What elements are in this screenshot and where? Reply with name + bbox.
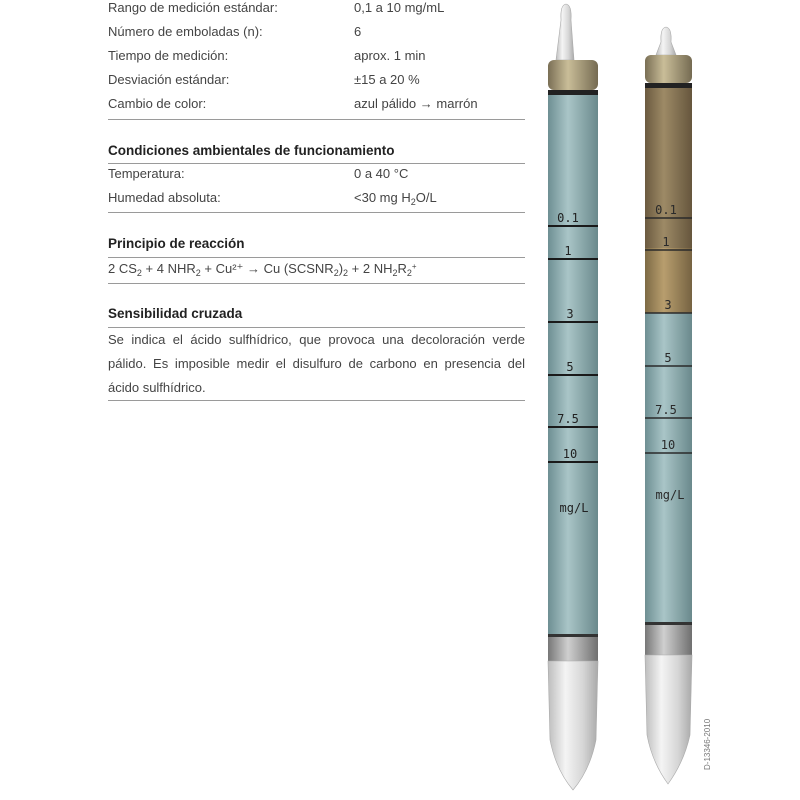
spec-value: ±15 a 20 % <box>354 72 420 87</box>
divider <box>108 212 525 213</box>
temperature-value: 0 a 40 °C <box>354 166 409 181</box>
spec-label: Desviación estándar: <box>108 72 230 87</box>
scale-label: 10 <box>660 438 676 452</box>
spec-value: azul pálido → marrón <box>354 96 478 111</box>
scale-label: 0.1 <box>655 203 677 217</box>
spec-row <box>108 0 525 18</box>
detector-tubes-photo <box>540 0 740 800</box>
fresh-tube <box>548 4 598 790</box>
spec-label: Cambio de color: <box>108 96 207 111</box>
spec-row <box>108 24 525 42</box>
spec-row <box>108 96 525 114</box>
scale-label: 1 <box>564 244 572 258</box>
humidity-label: Humedad absoluta: <box>108 190 221 205</box>
spec-label: Tiempo de medición: <box>108 48 229 63</box>
scale-label: 5 <box>664 351 672 365</box>
scale-label: 7.5 <box>655 403 677 417</box>
spec-value: aprox. 1 min <box>354 48 426 63</box>
scale-label: 0.1 <box>557 211 579 225</box>
scale-label: 3 <box>566 307 574 321</box>
spec-label: Número de emboladas (n): <box>108 24 263 39</box>
tube-end-plug <box>548 60 598 90</box>
cross-sensitivity-text: Se indica el ácido sulfhídrico, que provoca una decoloración verde pálido. Es imposible medir el disulfuro de carbono en presencia del ácido sulfhídrico. <box>108 332 525 395</box>
scale-label: 3 <box>664 298 672 312</box>
temperature-row <box>108 166 525 184</box>
scale-label: 10 <box>562 447 578 461</box>
spec-row <box>108 48 525 66</box>
divider <box>108 400 525 401</box>
temperature-label: Temperatura: <box>108 166 185 181</box>
cross-sensitivity-heading: Sensibilidad cruzada <box>108 306 243 321</box>
reaction-heading: Principio de reacción <box>108 236 245 251</box>
divider <box>108 163 525 164</box>
divider <box>108 257 525 258</box>
conditions-heading: Condiciones ambientales de funcionamiento <box>108 143 395 158</box>
tube-end-plug <box>645 55 692 83</box>
scale-label: 5 <box>566 360 574 374</box>
divider <box>108 119 525 120</box>
divider <box>108 283 525 284</box>
used-tube <box>645 27 692 784</box>
scale-label: 7.5 <box>557 412 579 426</box>
scale-unit-label: mg/L <box>559 501 589 515</box>
image-code: D-13346-2010 <box>703 718 712 770</box>
scale-unit-label: mg/L <box>655 488 685 502</box>
spec-value: 0,1 a 10 mg/mL <box>354 0 445 15</box>
discolored-layer <box>645 88 692 248</box>
humidity-row <box>108 190 525 208</box>
spec-row <box>108 72 525 90</box>
scale-label: 1 <box>662 235 670 249</box>
reaction-equation: 2 $CS_2 + 4$ $NHR_2 + Cu^{2+} \to Cu$ $(SCSNR_2)_2 + 2$ $NH_2R_2^+$ <box>108 261 417 278</box>
humidity-value: <30 mg $H_2O/L$ <box>354 190 437 207</box>
spec-label: Rango de medición estándar: <box>108 0 278 15</box>
spec-value: 6 <box>354 24 362 39</box>
